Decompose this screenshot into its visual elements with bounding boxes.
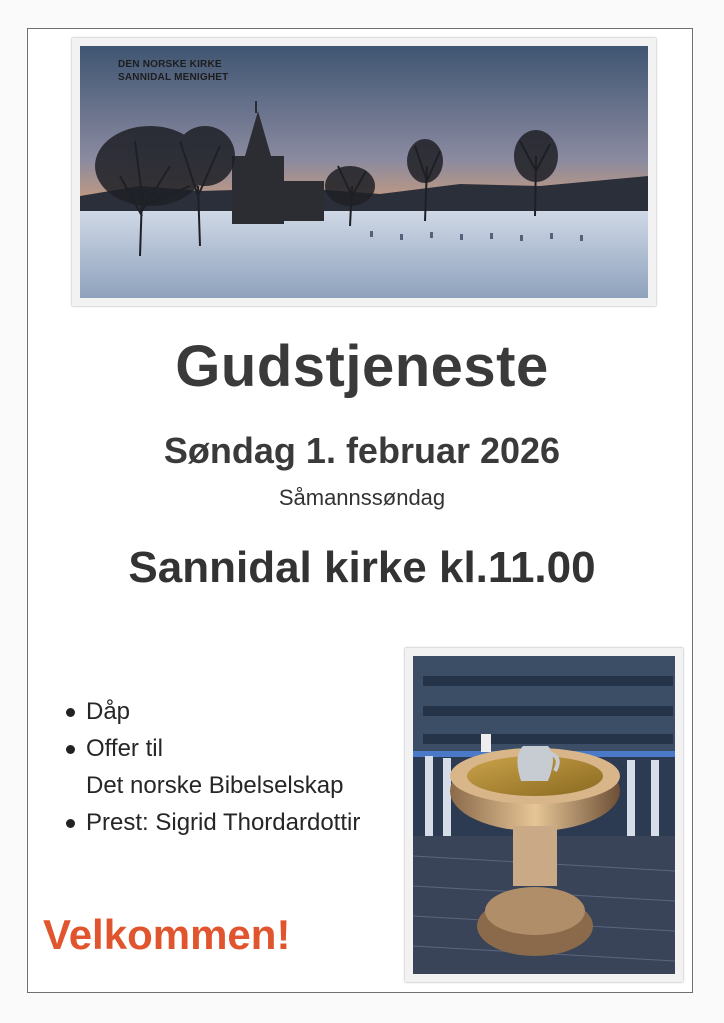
list-item-text: Prest: Sigrid Thordardottir xyxy=(86,809,361,836)
bullet-icon xyxy=(66,819,75,828)
bullet-icon xyxy=(66,745,75,754)
list-item-text: Det norske Bibelselskap xyxy=(86,772,344,799)
page-title: Gudstjeneste xyxy=(175,334,549,399)
list-item xyxy=(62,693,360,730)
list-item-text: Offer til xyxy=(86,735,163,762)
baptismal-font-photo xyxy=(405,648,683,982)
list-item-continuation xyxy=(62,767,360,804)
church-organization-label xyxy=(118,58,228,84)
list-item xyxy=(62,730,360,767)
sunday-name: Såmannssøndag xyxy=(278,485,446,510)
welcome-text: Velkommen! xyxy=(43,911,291,958)
program-list xyxy=(62,693,360,841)
org-line-2: SANNIDAL MENIGHET xyxy=(118,72,229,83)
list-item-text: Dåp xyxy=(86,698,131,725)
service-date: Søndag 1. februar 2026 xyxy=(163,430,561,471)
bullet-icon xyxy=(66,708,75,717)
baptismal-font-image xyxy=(413,656,675,974)
place-and-time: Sannidal kirke kl.11.00 xyxy=(128,543,596,592)
org-line-1: DEN NORSKE KIRKE xyxy=(118,59,222,70)
list-item xyxy=(62,804,360,841)
